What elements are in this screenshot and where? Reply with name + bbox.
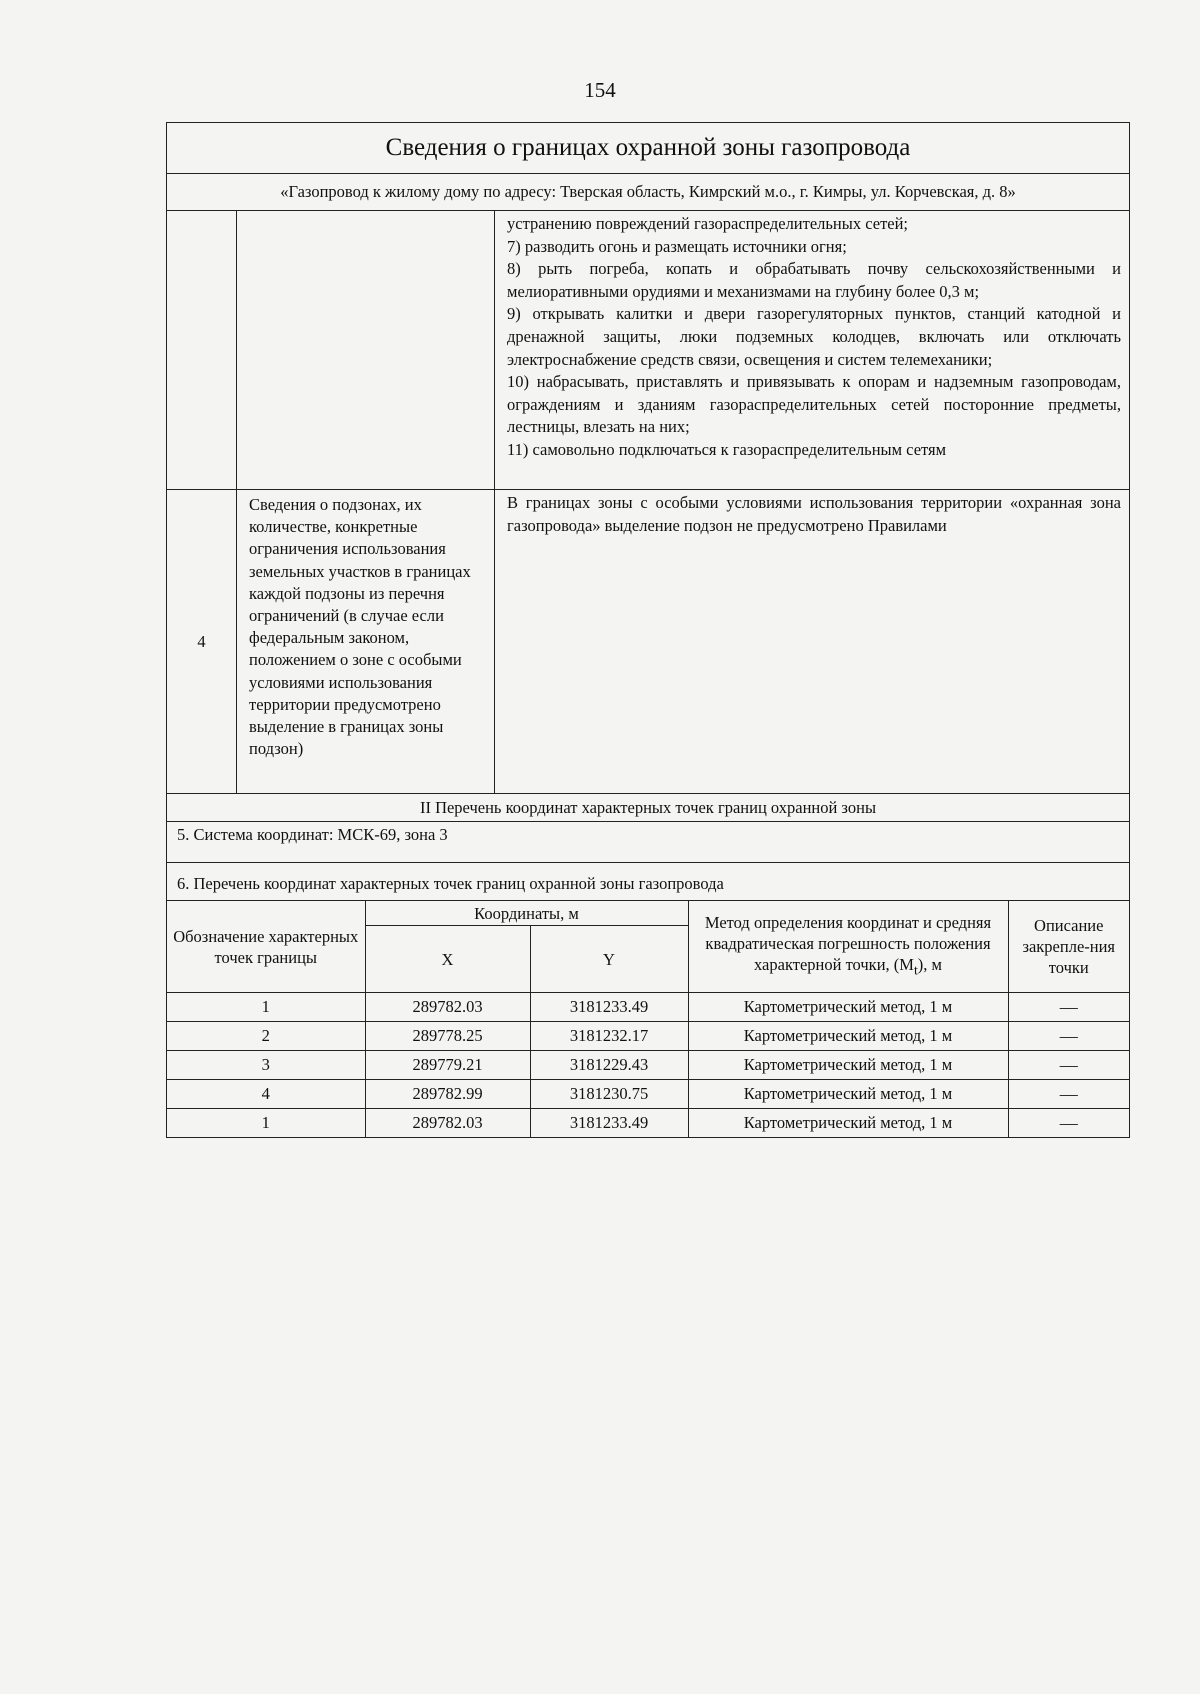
cell-x: 289782.03 xyxy=(365,993,530,1022)
object-description: «Газопровод к жилому дому по адресу: Тверская область, Кимрский м.о., г. Кимры, ул. Корчевская, д. 8» xyxy=(167,174,1129,211)
cell-y: 3181233.49 xyxy=(530,993,688,1022)
restriction-line: 8) рыть погреба, копать и обрабатывать почву сельскохозяйственными и мелиоративными орудиями и механизмами на глубину более 0,3 м; xyxy=(507,259,1121,301)
header-coordinates: Координаты, м xyxy=(365,901,688,926)
table-row xyxy=(167,1051,1129,1080)
cell-method: Картометрический метод, 1 м xyxy=(688,1080,1008,1109)
cell-point: 2 xyxy=(167,1022,365,1051)
cell-point: 1 xyxy=(167,1109,365,1138)
subzones-text xyxy=(495,490,1129,793)
cell-y: 3181229.43 xyxy=(530,1051,688,1080)
header-method: Метод определения координат и средняя квадратическая погрешность положения характерной точки, $(M_t)$, м xyxy=(688,901,1008,993)
header-y: Y xyxy=(530,926,688,993)
table-row xyxy=(167,1080,1129,1109)
coordinates-table xyxy=(167,901,1129,1137)
restriction-line: устранению повреждений газораспределительных сетей; xyxy=(507,214,909,233)
row-number: 4 xyxy=(167,490,237,793)
cell-description: — xyxy=(1008,1022,1129,1051)
section-ii-heading: II Перечень координат характерных точек границ охранной зоны xyxy=(167,794,1129,822)
cell-method: Картометрический метод, 1 м xyxy=(688,1109,1008,1138)
header-point: Обозначение характерных точек границы xyxy=(167,901,365,993)
cell-method: Картометрический метод, 1 м xyxy=(688,1051,1008,1080)
cell-x: 289782.03 xyxy=(365,1109,530,1138)
subzones-row xyxy=(167,490,1129,794)
cell-point: 3 xyxy=(167,1051,365,1080)
cell-description: — xyxy=(1008,1080,1129,1109)
cell-point: 1 xyxy=(167,993,365,1022)
cell-description: — xyxy=(1008,1109,1129,1138)
restriction-line: 10) набрасывать, приставлять и привязывать к опорам и надземным газопроводам, ограждениям и зданиям газораспределительных сетей посторонние предметы, лестницы, влезать на них; xyxy=(507,372,1121,437)
restrictions-text xyxy=(495,211,1129,489)
cell-description: — xyxy=(1008,1051,1129,1080)
cell-point: 4 xyxy=(167,1080,365,1109)
restriction-line: 11) самовольно подключаться к газораспределительным сетям xyxy=(507,439,947,459)
header-description: Описание закрепле-ния точки xyxy=(1008,901,1129,993)
cell-y: 3181233.49 xyxy=(530,1109,688,1138)
document-title: Сведения о границах охранной зоны газопровода xyxy=(167,123,1129,174)
zone-info-table xyxy=(166,122,1130,1138)
subzones-statement: В границах зоны с особыми условиями использования территории «охранная зона газопровода» выделение подзон не предусмотрено Правилами xyxy=(507,493,1121,535)
row-name xyxy=(237,211,495,489)
cell-description: — xyxy=(1008,993,1129,1022)
cell-x: 289778.25 xyxy=(365,1022,530,1051)
header-x: X xyxy=(365,926,530,993)
cell-y: 3181230.75 xyxy=(530,1080,688,1109)
table-row xyxy=(167,1109,1129,1138)
table-row xyxy=(167,993,1129,1022)
page-number: 154 xyxy=(584,78,616,102)
cell-x: 289782.99 xyxy=(365,1080,530,1109)
cell-method: Картометрический метод, 1 м xyxy=(688,1022,1008,1051)
row-number xyxy=(167,211,237,489)
cell-y: 3181232.17 xyxy=(530,1022,688,1051)
cell-x: 289779.21 xyxy=(365,1051,530,1080)
cell-method: Картометрический метод, 1 м xyxy=(688,993,1008,1022)
coordinate-system: 5. Система координат: МСК-69, зона 3 xyxy=(167,822,1129,863)
table-row xyxy=(167,1022,1129,1051)
row-name: Сведения о подзонах, их количестве, конкретные ограничения использования земельных участков в границах каждой подзоны из перечня ограничений (в случае если федеральным законом, положением о зоне с особыми условиями использования территории предусмотрено выделение в границах зоны подзон) xyxy=(237,490,495,793)
restriction-line: 9) открывать калитки и двери газорегуляторных пунктов, станций катодной и дренажной защиты, люки подземных колодцев, включать или отключать электроснабжение средств связи, освещения и систем телемеханики; xyxy=(507,304,1121,369)
restrictions-continuation-row xyxy=(167,211,1129,490)
restriction-line: 7) разводить огонь и размещать источники огня; xyxy=(507,236,847,256)
points-heading: 6. Перечень координат характерных точек границ охранной зоны газопровода xyxy=(167,863,1129,901)
